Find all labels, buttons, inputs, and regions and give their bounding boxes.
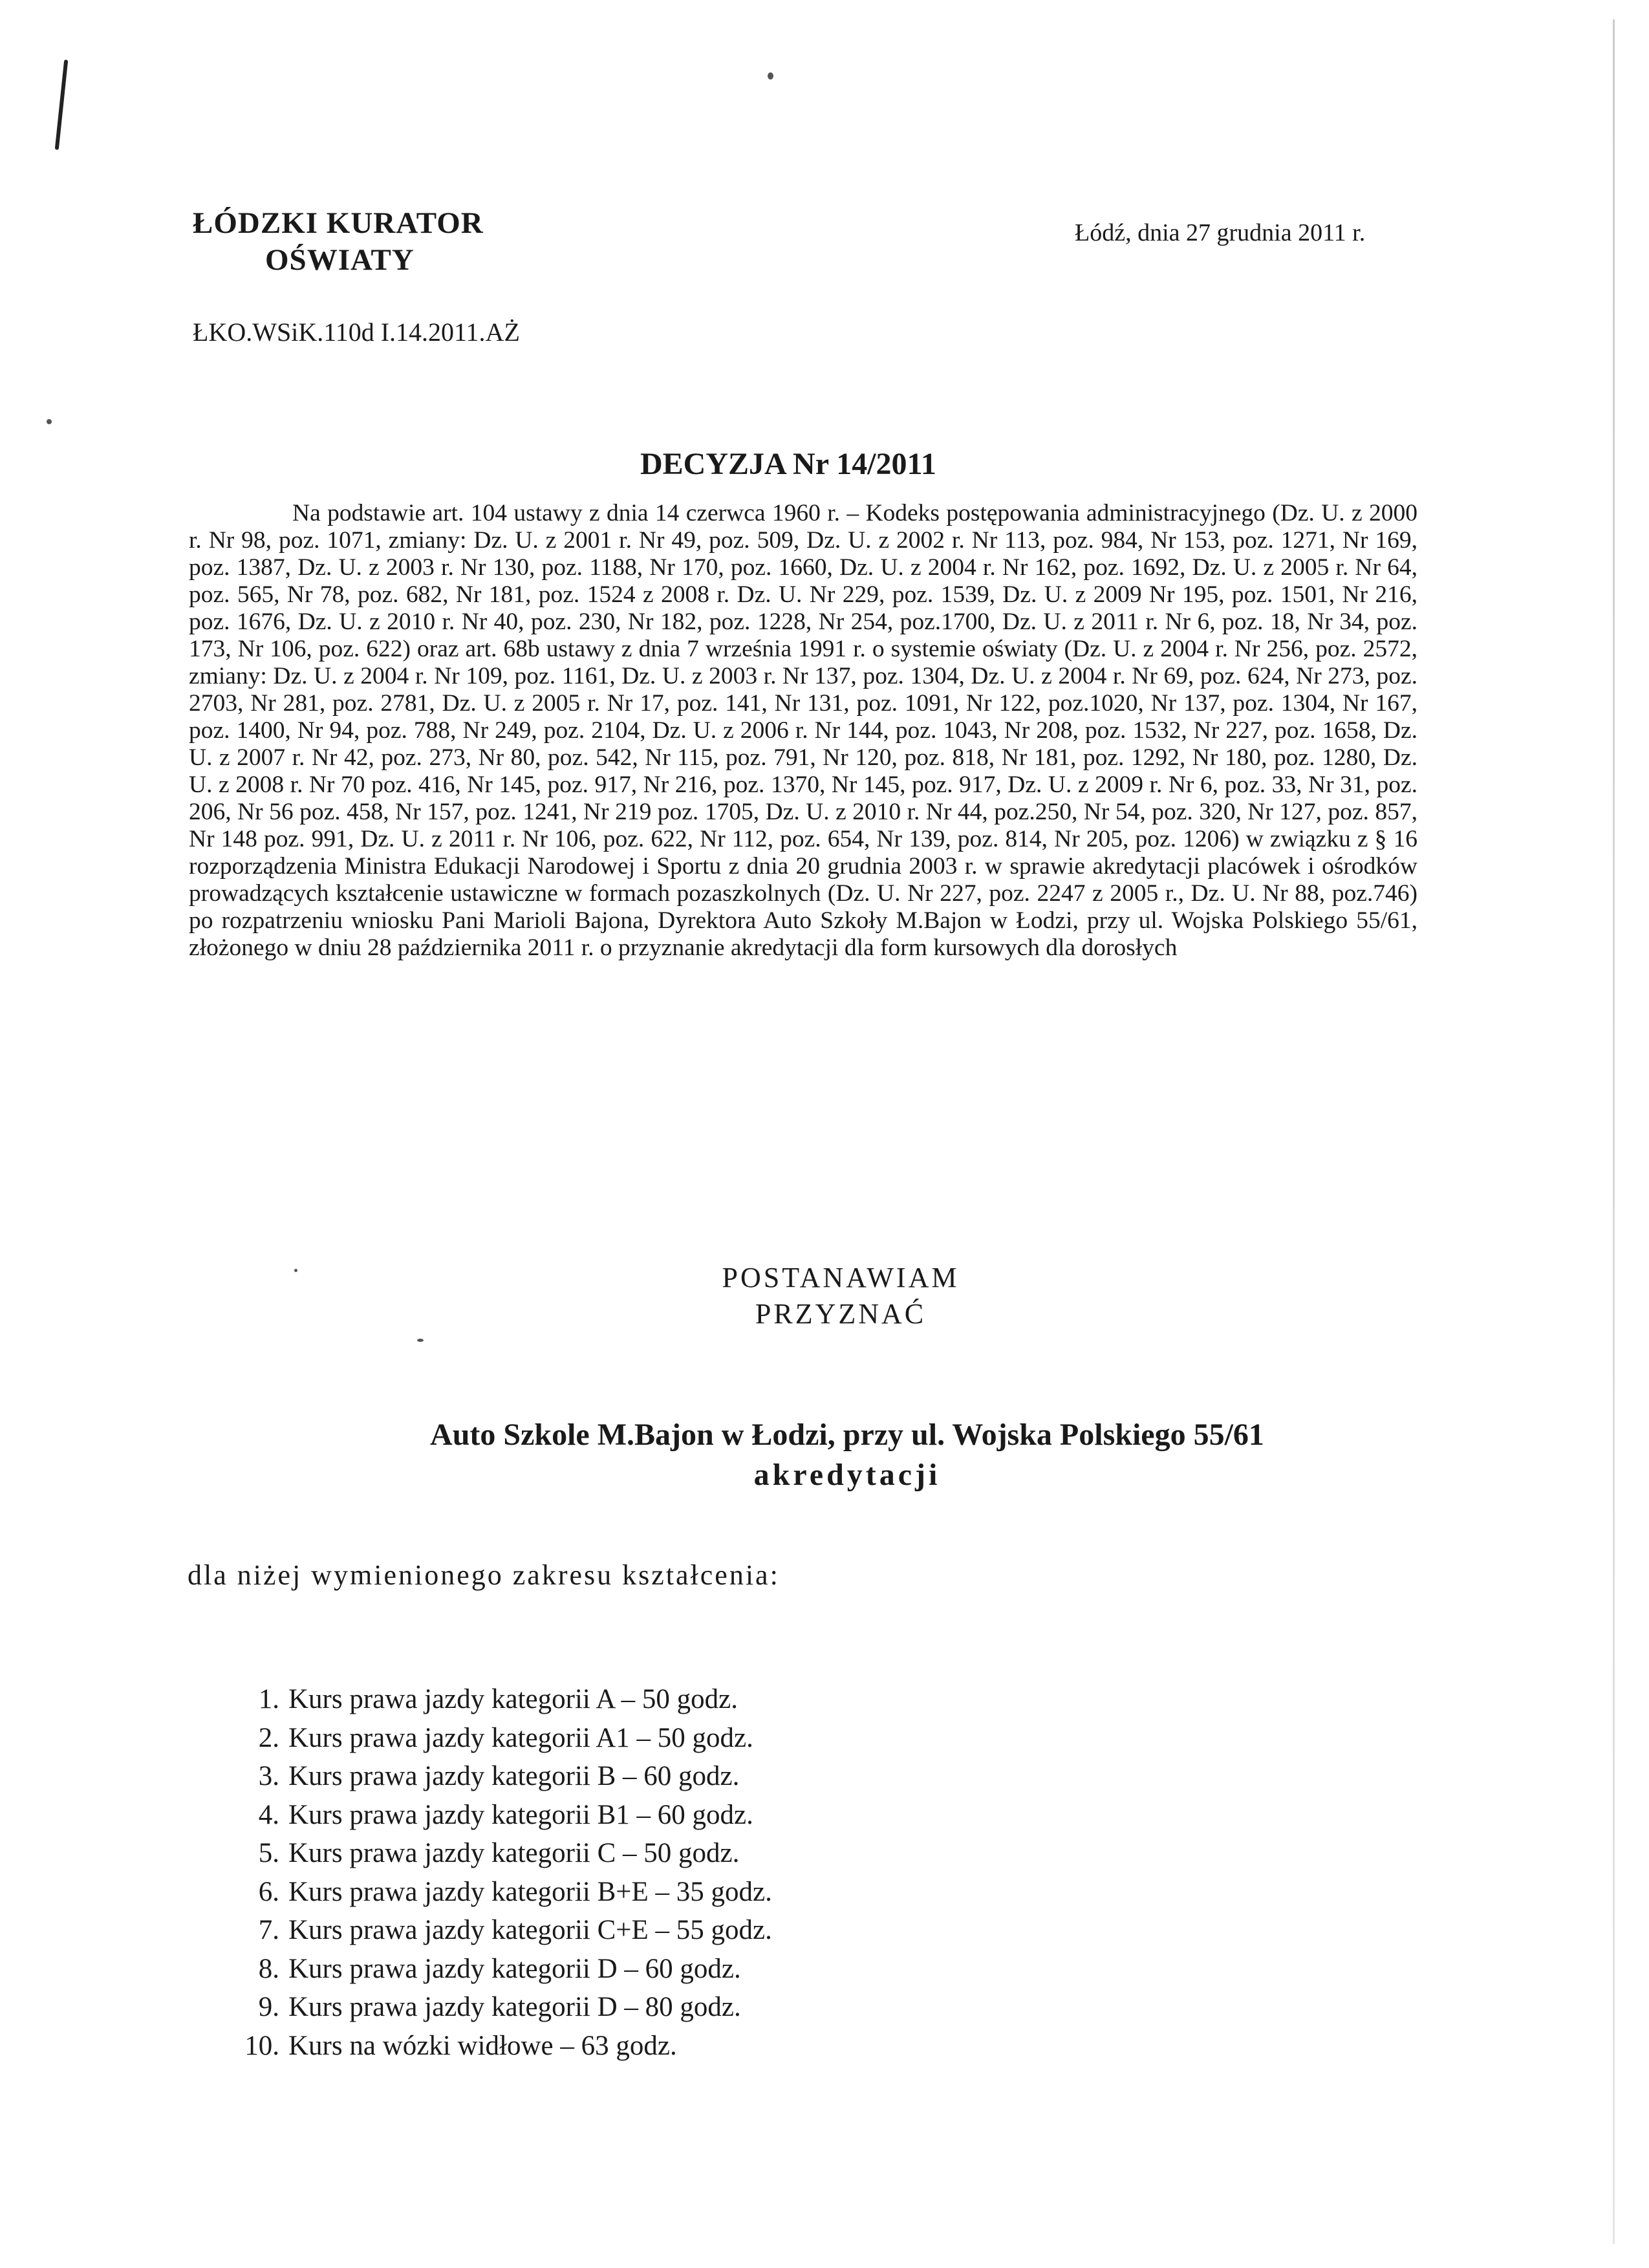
- handwritten-slash-mark: [55, 59, 69, 150]
- list-item-number: 2.: [258, 1722, 279, 1753]
- scan-speck: [47, 419, 52, 424]
- list-item: [228, 1757, 772, 1796]
- list-item: [228, 1950, 772, 1989]
- list-item-number: 9.: [258, 1992, 279, 2022]
- list-item-number: 8.: [258, 1953, 279, 1984]
- list-item-number: 3.: [258, 1761, 279, 1791]
- list-item-number: 7.: [258, 1915, 279, 1945]
- list-item: [228, 1796, 772, 1835]
- resolve-line1: POSTANAWIAM: [722, 1262, 960, 1293]
- issuer-name-line2: OŚWIATY: [265, 243, 415, 277]
- list-item-number: 1.: [258, 1684, 279, 1714]
- grantee-name: Auto Szkole M.Bajon w Łodzi, przy ul. Wojska Polskiego 55/61: [430, 1418, 1264, 1452]
- list-item: [228, 1873, 772, 1912]
- list-item: [228, 1988, 772, 2027]
- reference-number: ŁKO.WSiK.110d I.14.2011.AŻ: [193, 318, 520, 347]
- list-item-text: Kurs prawa jazdy kategorii A1 – 50 godz.: [288, 1722, 753, 1753]
- list-item-text: Kurs prawa jazdy kategorii C+E – 55 godz.: [288, 1915, 772, 1945]
- list-item: [228, 2027, 772, 2066]
- course-list: [228, 1680, 772, 2065]
- list-item-number: 10.: [244, 2030, 279, 2061]
- legal-basis-paragraph: Na podstawie art. 104 ustawy z dnia 14 czerwca 1960 r. – Kodeks postępowania administracyjnego (Dz. U. z 2000 r. Nr 98, poz. 1071, zmiany: Dz. U. z 2001 r. Nr 49, poz. 509, Dz. U. z 2002 r. Nr 113, poz. 984, Nr 153, poz. 1271, Nr 169, poz. 1387, Dz. U. z 2003 r. Nr 130, poz. 1188, Nr 170, poz. 1660, Dz. U. z 2004 r. Nr 162, poz. 1692, Dz. U. z 2005 r. Nr 64, poz. 565, Nr 78, poz. 682, Nr 181, poz. 1524 z 2008 r. Dz. U. Nr 229, poz. 1539, Dz. U. z 2009 Nr 195, poz. 1501, Nr 216, poz. 1676, Dz. U. z 2010 r. Nr 40, poz. 230, Nr 182, poz. 1228, Nr 254, poz.1700, Dz. U. z 2011 r. Nr 6, poz. 18, Nr 34, poz. 173, Nr 106, poz. 622) oraz art. 68b ustawy z dnia 7 września 1991 r. o systemie oświaty (Dz. U. z 2004 r. Nr 256, poz. 2572, zmiany: Dz. U. z 2004 r. Nr 109, poz. 1161, Dz. U. z 2003 r. Nr 137, poz. 1304, Dz. U. z 2004 r. Nr 69, poz. 624, Nr 273, poz. 2703, Nr 281, poz. 2781, Dz. U. z 2005 r. Nr 17, poz. 141, Nr 131, poz. 1091, Nr 122, poz.1020, Nr 137, poz. 1304, Nr 167, poz. 1400, Nr 94, poz. 788, Nr 249, poz. 2104, Dz. U. z 2006 r. Nr 144, poz. 1043, Nr 208, poz. 1532, Nr 227, poz. 1658, Dz. U. z 2007 r. Nr 42, poz. 273, Nr 80, poz. 542, Nr 115, poz. 791, Nr 120, poz. 818, Nr 181, poz. 1292, Nr 180, poz. 1280, Dz. U. z 2008 r. Nr 70 poz. 416, Nr 145, poz. 917, Nr 216, poz. 1370, Nr 145, poz. 917, Dz. U. z 2009 r. Nr 6, poz. 33, Nr 31, poz. 206, Nr 56 poz. 458, Nr 157, poz. 1241, Nr 219 poz. 1705, Dz. U. z 2010 r. Nr 44, poz.250, Nr 54, poz. 320, Nr 127, poz. 857, Nr 148 poz. 991, Dz. U. z 2011 r. Nr 106, poz. 622, Nr 112, poz. 654, Nr 139, poz. 814, Nr 205, poz. 1206) w związku z § 16 rozporządzenia Ministra Edukacji Narodowej i Sportu z dnia 20 grudnia 2003 r. w sprawie akredytacji placówek i ośrodków prowadzących kształcenie ustawiczne w formach pozaszkolnych (Dz. U. Nr 227, poz. 2247 z 2005 r., Dz. U. Nr 88, poz.746) po rozpatrzeniu wniosku Pani Marioli Bajona, Dyrektora Auto Szkoły M.Bajon w Łodzi, przy ul. Wojska Polskiego 55/61, złożonego w dniu 28 października 2011 r. o przyznanie akredytacji dla form kursowych dla dorosłych: [189, 500, 1417, 961]
- list-item-text: Kurs prawa jazdy kategorii D – 80 godz.: [288, 1992, 741, 2022]
- list-item-text: Kurs prawa jazdy kategorii B+E – 35 godz.: [288, 1876, 772, 1907]
- list-item-number: 5.: [258, 1838, 279, 1868]
- scan-speck: [768, 72, 773, 80]
- scan-speck: [294, 1269, 297, 1272]
- list-item-text: Kurs prawa jazdy kategorii B – 60 godz.: [288, 1761, 740, 1791]
- issuer-name-line1: ŁÓDZKI KURATOR: [193, 206, 484, 240]
- resolve-line2: PRZYZNAĆ: [755, 1298, 927, 1330]
- grantee-block: [323, 1415, 1371, 1495]
- decision-title: DECYZJA Nr 14/2011: [640, 447, 936, 481]
- list-item-text: Kurs prawa jazdy kategorii D – 60 godz.: [288, 1953, 741, 1984]
- list-item: [228, 1719, 772, 1758]
- list-item-number: 4.: [258, 1799, 279, 1830]
- list-item-number: 6.: [258, 1876, 279, 1907]
- list-item-text: Kurs na wózki widłowe – 63 godz.: [288, 2030, 677, 2061]
- grant-word: akredytacji: [753, 1458, 941, 1492]
- list-item: [228, 1834, 772, 1873]
- scan-speck: [417, 1339, 424, 1342]
- list-item: [228, 1680, 772, 1719]
- resolve-heading: [647, 1260, 1035, 1332]
- scan-edge-line: [1613, 19, 1615, 2244]
- list-item-text: Kurs prawa jazdy kategorii C – 50 godz.: [288, 1838, 740, 1868]
- list-item-text: Kurs prawa jazdy kategorii A – 50 godz.: [288, 1684, 738, 1714]
- scope-intro: dla niżej wymienionego zakresu kształcenia:: [188, 1559, 780, 1591]
- place-and-date: Łódź, dnia 27 grudnia 2011 r.: [1075, 219, 1366, 246]
- list-item-text: Kurs prawa jazdy kategorii B1 – 60 godz.: [288, 1799, 753, 1830]
- list-item: [228, 1911, 772, 1950]
